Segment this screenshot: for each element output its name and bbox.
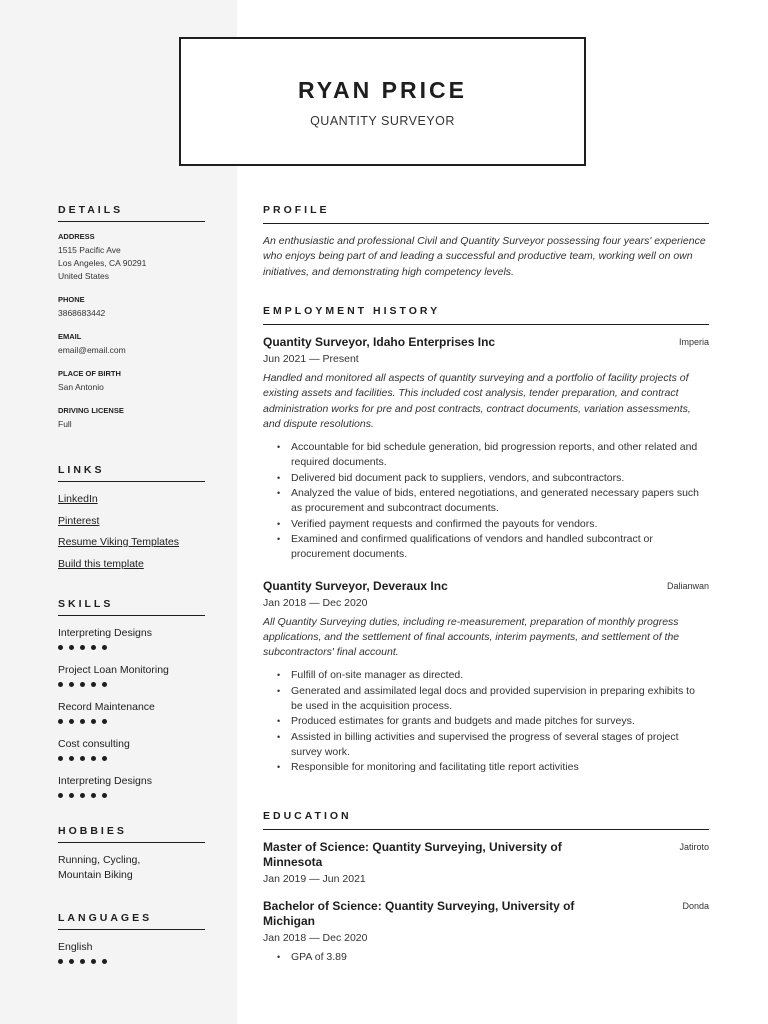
hobbies-heading: HOBBIES bbox=[58, 825, 205, 843]
link-linkedin[interactable]: LinkedIn bbox=[58, 493, 98, 505]
employment-heading: EMPLOYMENT HISTORY bbox=[263, 305, 709, 325]
bullet-item: • Verified payment requests and confirmed the payouts for vendors. bbox=[263, 517, 709, 532]
level-dot bbox=[69, 682, 74, 687]
level-dot bbox=[80, 793, 85, 798]
job-dates: Jan 2018 — Dec 2020 bbox=[263, 596, 368, 609]
links-heading: LINKS bbox=[58, 464, 205, 482]
level-dot bbox=[80, 756, 85, 761]
address-line: 1515 Pacific Ave bbox=[58, 245, 121, 255]
skill-name: Project Loan Monitoring bbox=[58, 664, 169, 676]
level-dot bbox=[102, 682, 107, 687]
level-dot bbox=[69, 719, 74, 724]
employment-section bbox=[263, 305, 709, 776]
languages-heading: LANGUAGES bbox=[58, 912, 205, 930]
level-dot bbox=[58, 756, 63, 761]
bullet-item: • Delivered bid document pack to suppliers, vendors, and subcontractors. bbox=[263, 471, 709, 486]
details-section bbox=[58, 204, 205, 431]
email-label: EMAIL bbox=[58, 332, 82, 341]
education-entry bbox=[263, 840, 709, 885]
education-location: Donda bbox=[682, 901, 709, 911]
link-build-template[interactable]: Build this template bbox=[58, 557, 144, 570]
skill-name: Record Maintenance bbox=[58, 701, 155, 713]
level-dot bbox=[102, 959, 107, 964]
skill-name: Interpreting Designs bbox=[58, 627, 152, 639]
job-title: QUANTITY SURVEYOR bbox=[310, 114, 455, 128]
address-line: United States bbox=[58, 271, 110, 281]
license-value: Full bbox=[58, 419, 72, 429]
hobbies-line: Running, Cycling, bbox=[58, 854, 141, 866]
birth-value: San Antonio bbox=[58, 382, 104, 392]
candidate-name: RYAN PRICE bbox=[298, 77, 467, 103]
skills-heading: SKILLS bbox=[58, 598, 205, 616]
profile-section bbox=[263, 204, 709, 280]
bullet-item: • Responsible for monitoring and facilitating title report activities bbox=[263, 760, 709, 775]
profile-text: An enthusiastic and professional Civil and Quantity Surveyor possessing four years' experience who enjoys being part of and leading a successful and productive team, working well on own initiatives, and demonstrating high competency levels. bbox=[263, 235, 706, 278]
job-entry bbox=[263, 579, 709, 776]
address-label: ADDRESS bbox=[58, 232, 95, 241]
level-dot bbox=[91, 793, 96, 798]
level-dot bbox=[102, 793, 107, 798]
birth-label: PLACE OF BIRTH bbox=[58, 369, 121, 378]
skill-level-dots bbox=[58, 715, 205, 737]
phone-label: PHONE bbox=[58, 295, 85, 304]
bullet-item: • GPA of 3.89 bbox=[263, 950, 709, 965]
bullet-item: • Assisted in billing activities and supervised the progress of several stages of project survey work. bbox=[263, 730, 709, 761]
education-location: Jatiroto bbox=[679, 842, 709, 852]
level-dot bbox=[58, 793, 63, 798]
links-section bbox=[58, 464, 205, 578]
job-bullets bbox=[263, 668, 709, 775]
level-dot bbox=[69, 959, 74, 964]
job-bullets bbox=[263, 440, 709, 562]
skills-section bbox=[58, 598, 205, 811]
skill-level-dots bbox=[58, 641, 205, 663]
education-dates: Jan 2019 — Jun 2021 bbox=[263, 873, 366, 885]
level-dot bbox=[91, 645, 96, 650]
skill-name: Cost consulting bbox=[58, 738, 130, 750]
job-title: Quantity Surveyor, Deveraux Inc bbox=[263, 578, 448, 593]
address-value bbox=[58, 244, 205, 283]
hobbies-line: Mountain Biking bbox=[58, 869, 133, 881]
degree-title: Master of Science: Quantity Surveying, University of Minnesota bbox=[263, 840, 562, 869]
bullet-item: • Accountable for bid schedule generation, bid progression reports, and other related and required documents. bbox=[263, 440, 709, 471]
education-entry bbox=[263, 899, 709, 965]
bullet-item: • Analyzed the value of bids, entered negotiations, and generated necessary papers such as procurement and subcontract documents. bbox=[263, 486, 709, 517]
license-label: DRIVING LICENSE bbox=[58, 406, 124, 415]
header-box bbox=[179, 37, 586, 166]
level-dot bbox=[58, 682, 63, 687]
level-dot bbox=[80, 645, 85, 650]
bullet-item: • Fulfill of on-site manager as directed. bbox=[263, 668, 709, 683]
phone-value: 3868683442 bbox=[58, 308, 106, 318]
level-dot bbox=[102, 719, 107, 724]
level-dot bbox=[69, 645, 74, 650]
level-dot bbox=[102, 645, 107, 650]
level-dot bbox=[69, 756, 74, 761]
job-header bbox=[263, 335, 709, 350]
job-header bbox=[263, 579, 709, 594]
education-bullets bbox=[263, 950, 709, 965]
link-pinterest[interactable]: Pinterest bbox=[58, 514, 100, 527]
skill-level-dots bbox=[58, 955, 205, 977]
level-dot bbox=[102, 756, 107, 761]
languages-section bbox=[58, 912, 205, 977]
bullet-item: • Examined and confirmed qualifications of vendors and handled subcontract or procurement documents. bbox=[263, 532, 709, 563]
education-header bbox=[263, 840, 709, 870]
language-name: English bbox=[58, 941, 93, 953]
bullet-item: • Produced estimates for grants and budgets and made pitches for surveys. bbox=[263, 714, 709, 729]
education-section bbox=[263, 810, 709, 965]
level-dot bbox=[91, 719, 96, 724]
education-heading: EDUCATION bbox=[263, 810, 709, 830]
job-summary: All Quantity Surveying duties, including re-measurement, preparation of monthly progress applications, and the settlement of final accounts, interim payments, and settlement of the subcontractors' final account. bbox=[263, 615, 680, 659]
level-dot bbox=[91, 682, 96, 687]
skill-level-dots bbox=[58, 789, 205, 811]
job-summary: Handled and monitored all aspects of quantity surveying and a portfolio of facility projects of existing assets and facilities. This included cost analysis, tender preparation, and contract administration works for pre and post contracts, contract documents, variation assessments, and dispute resolutions. bbox=[263, 372, 691, 430]
skill-name: Interpreting Designs bbox=[58, 775, 152, 787]
job-location: Dalianwan bbox=[666, 580, 709, 591]
degree-title: Bachelor of Science: Quantity Surveying, University of Michigan bbox=[263, 899, 575, 928]
details-heading: DETAILS bbox=[58, 204, 205, 222]
job-title: Quantity Surveyor, Idaho Enterprises Inc bbox=[263, 335, 496, 349]
education-list bbox=[263, 840, 709, 965]
jobs-list bbox=[263, 335, 709, 776]
hobbies-section bbox=[58, 825, 205, 883]
education-dates: Jan 2018 — Dec 2020 bbox=[263, 932, 368, 944]
skills-list bbox=[58, 626, 205, 811]
job-location: Imperia bbox=[678, 337, 709, 347]
languages-list bbox=[58, 940, 205, 977]
skill-level-dots bbox=[58, 752, 205, 774]
level-dot bbox=[91, 756, 96, 761]
level-dot bbox=[91, 959, 96, 964]
level-dot bbox=[69, 793, 74, 798]
level-dot bbox=[58, 959, 63, 964]
level-dot bbox=[58, 719, 63, 724]
education-header bbox=[263, 899, 709, 929]
skill-level-dots bbox=[58, 678, 205, 700]
level-dot bbox=[80, 719, 85, 724]
job-dates: Jun 2021 — Present bbox=[263, 353, 359, 365]
email-value: email@email.com bbox=[58, 345, 126, 355]
level-dot bbox=[58, 645, 63, 650]
bullet-item: • Generated and assimilated legal docs and provided supervision in preparing exhibits to be used in the acquisition process. bbox=[263, 684, 709, 715]
level-dot bbox=[80, 959, 85, 964]
link-resume-viking[interactable]: Resume Viking Templates bbox=[58, 536, 180, 548]
level-dot bbox=[80, 682, 85, 687]
profile-heading: PROFILE bbox=[263, 204, 709, 224]
job-entry bbox=[263, 335, 709, 563]
address-line: Los Angeles, CA 90291 bbox=[58, 258, 147, 268]
